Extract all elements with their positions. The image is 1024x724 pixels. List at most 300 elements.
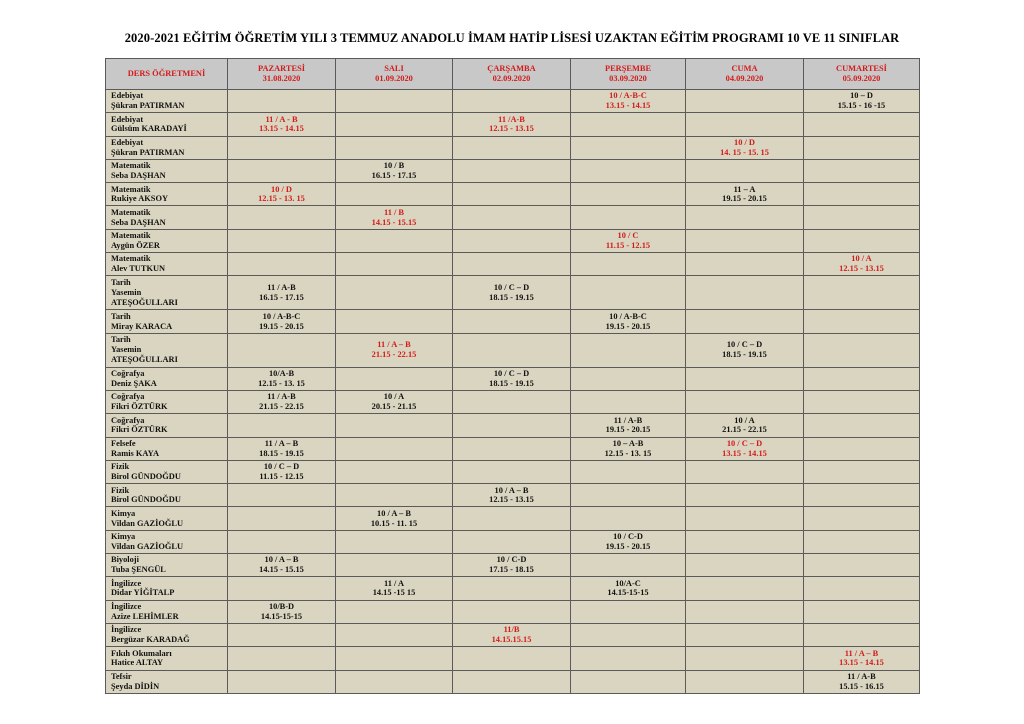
time-slot: 19.15 - 20.15	[605, 321, 651, 331]
schedule-cell	[453, 310, 571, 333]
teacher-name: Birol GÜNDOĞDU	[111, 495, 181, 505]
schedule-cell	[804, 183, 920, 206]
table-row	[106, 113, 920, 136]
schedule-cell	[336, 484, 453, 507]
schedule-cell	[336, 554, 453, 577]
course-name: Edebiyat	[111, 114, 144, 124]
schedule-cell	[686, 554, 804, 577]
teacher-cell	[106, 136, 228, 159]
day-date: 01.09.2020	[375, 74, 413, 83]
schedule-cell	[804, 530, 920, 553]
schedule-cell	[571, 136, 686, 159]
teacher-cell	[106, 577, 228, 600]
teacher-name: Alev TUTKUN	[111, 264, 166, 274]
schedule-cell	[336, 670, 453, 693]
class-group: 11 /A-B	[498, 114, 525, 124]
schedule-cell	[336, 253, 453, 276]
schedule-cell	[228, 600, 336, 623]
course-name: Tarih	[111, 311, 131, 321]
table-row	[106, 554, 920, 577]
schedule-cell	[336, 647, 453, 670]
schedule-cell	[571, 367, 686, 390]
teacher-cell	[106, 460, 228, 483]
table-row	[106, 437, 920, 460]
course-name: Kimya	[111, 532, 136, 542]
table-row	[106, 159, 920, 182]
time-slot: 18.15 - 19.15	[259, 448, 304, 458]
time-slot: 19.15 - 20.15	[722, 194, 767, 204]
time-slot: 13.15 - 14.15	[722, 448, 767, 458]
schedule-cell	[804, 647, 920, 670]
schedule-cell	[686, 414, 804, 437]
schedule-cell	[571, 647, 686, 670]
teacher-name: Vildan GAZİOĞLU	[111, 541, 184, 551]
time-slot: 14.15 -15 15	[372, 588, 416, 598]
table-row	[106, 414, 920, 437]
time-slot: 14.15-15-15	[607, 588, 649, 598]
schedule-cell	[804, 90, 920, 113]
course-name: Coğrafya	[111, 392, 145, 402]
teacher-name: Gülsüm KARADAYİ	[111, 124, 187, 134]
teacher-name: Azize LEHİMLER	[111, 611, 179, 621]
day-date: 03.09.2020	[609, 74, 647, 83]
schedule-cell	[453, 90, 571, 113]
schedule-cell	[228, 507, 336, 530]
schedule-cell	[571, 310, 686, 333]
schedule-cell	[336, 183, 453, 206]
schedule-cell	[453, 554, 571, 577]
course-name: Tarih	[111, 278, 131, 288]
schedule-cell	[453, 670, 571, 693]
header-day	[336, 59, 453, 90]
schedule-cell	[571, 530, 686, 553]
schedule-cell	[336, 623, 453, 646]
time-slot: 14.15 - 15.15	[259, 565, 304, 575]
schedule-cell	[571, 206, 686, 229]
schedule-cell	[228, 530, 336, 553]
schedule-cell	[228, 136, 336, 159]
table-row	[106, 577, 920, 600]
time-slot: 14. 15 - 15. 15	[720, 147, 769, 157]
teacher-name: Ramis KAYA	[111, 448, 160, 458]
time-slot: 19.15 - 20.15	[605, 541, 651, 551]
schedule-cell	[571, 390, 686, 413]
class-group: 10 – A-B	[612, 438, 644, 448]
schedule-cell	[804, 310, 920, 333]
time-slot: 12.15 - 13.15	[839, 264, 884, 274]
schedule-cell	[228, 623, 336, 646]
class-group: 11 / B	[383, 207, 404, 217]
time-slot: 18.15 - 19.15	[722, 350, 767, 360]
time-slot: 13.15 - 14.15	[839, 658, 884, 668]
schedule-cell	[336, 113, 453, 136]
teacher-name: Vildan GAZİOĞLU	[111, 518, 184, 528]
time-slot: 13.15 - 14.15	[605, 101, 651, 111]
header-day	[686, 59, 804, 90]
schedule-cell	[571, 437, 686, 460]
schedule-cell	[453, 333, 571, 367]
table-row	[106, 530, 920, 553]
schedule-cell	[336, 460, 453, 483]
schedule-cell	[571, 229, 686, 252]
schedule-cell	[228, 253, 336, 276]
schedule-cell	[686, 276, 804, 310]
teacher-cell	[106, 183, 228, 206]
schedule-cell	[571, 159, 686, 182]
schedule-cell	[453, 484, 571, 507]
schedule-cell	[453, 183, 571, 206]
class-group: 10 / C	[617, 231, 639, 241]
class-group: 11 / A – B	[377, 340, 411, 350]
schedule-cell	[228, 414, 336, 437]
schedule-cell	[453, 600, 571, 623]
class-group: 10 / A-B-C	[609, 91, 647, 101]
time-slot: 14.15-15-15	[260, 611, 303, 621]
teacher-cell	[106, 229, 228, 252]
schedule-cell	[804, 206, 920, 229]
schedule-cell	[228, 183, 336, 206]
table-row	[106, 600, 920, 623]
schedule-cell	[571, 623, 686, 646]
schedule-cell	[336, 136, 453, 159]
course-name: Kimya	[111, 508, 136, 518]
schedule-cell	[453, 229, 571, 252]
teacher-name: Birol GÜNDOĞDU	[111, 472, 181, 481]
class-group: 10 / A-B-C	[262, 311, 301, 321]
time-slot: 19.15 - 20.15	[259, 321, 304, 331]
teacher-cell	[106, 310, 228, 333]
schedule-cell	[686, 113, 804, 136]
time-slot: 16.15 - 17.15	[259, 292, 304, 302]
day-name: PAZARTESİ	[257, 64, 306, 74]
teacher-cell	[106, 600, 228, 623]
schedule-cell	[228, 670, 336, 693]
schedule-cell	[228, 554, 336, 577]
schedule-cell	[804, 554, 920, 577]
time-slot: 17.15 - 18.15	[489, 565, 534, 575]
teacher-cell	[106, 414, 228, 437]
table-row	[106, 367, 920, 390]
header-day	[571, 59, 686, 90]
table-row	[106, 229, 920, 252]
course-name: Coğrafya	[111, 415, 145, 425]
schedule-cell	[686, 229, 804, 252]
schedule-cell	[453, 113, 571, 136]
class-group: 10 / A	[851, 254, 872, 264]
class-group: 10 / A-B-C	[609, 311, 647, 321]
course-name: Fıkıh Okumaları	[111, 648, 172, 658]
schedule-cell	[571, 113, 686, 136]
schedule-cell	[804, 229, 920, 252]
schedule-cell	[228, 229, 336, 252]
teacher-name: Deniz ŞAKA	[111, 378, 157, 388]
class-group: 10/A-C	[615, 578, 641, 588]
table-row	[106, 390, 920, 413]
header-teacher: DERS ÖĞRETMENİ	[106, 59, 228, 90]
teacher-cell	[106, 623, 228, 646]
schedule-cell	[686, 159, 804, 182]
time-slot: 10.15 - 11. 15	[370, 518, 418, 528]
schedule-cell	[804, 623, 920, 646]
schedule-cell	[453, 136, 571, 159]
table-row	[106, 333, 920, 367]
course-name: Fizik	[111, 485, 130, 495]
class-group: 11 / A – B	[844, 648, 879, 658]
day-name: CUMARTESİ	[836, 64, 887, 74]
class-group: 10 / C – D	[493, 369, 530, 379]
teacher-name: Yasemin	[111, 345, 142, 355]
teacher-cell	[106, 554, 228, 577]
schedule-cell	[686, 253, 804, 276]
schedule-cell	[453, 390, 571, 413]
teacher-cell	[106, 530, 228, 553]
schedule-cell	[453, 647, 571, 670]
table-row	[106, 253, 920, 276]
table-row	[106, 484, 920, 507]
time-slot: 15.15 - 16 -15	[837, 101, 886, 111]
teacher-name: Şükran PATIRMAN	[111, 101, 185, 111]
teacher-name: Didar YİĞİTALP	[111, 588, 175, 598]
course-name: Matematik	[111, 184, 151, 194]
table-row	[106, 206, 920, 229]
schedule-cell	[686, 600, 804, 623]
schedule-cell	[686, 333, 804, 367]
schedule-cell	[804, 333, 920, 367]
day-name: PERŞEMBE	[604, 64, 652, 74]
course-name: Tarih	[111, 335, 131, 345]
schedule-cell	[686, 367, 804, 390]
schedule-cell	[804, 276, 920, 310]
schedule-cell	[571, 507, 686, 530]
class-group: 10 / C – D	[263, 462, 300, 472]
day-name: SALI	[384, 64, 404, 74]
time-slot: 12.15 - 13.15	[489, 495, 534, 505]
time-slot: 12.15 - 13. 15	[258, 378, 305, 388]
schedule-cell	[228, 577, 336, 600]
schedule-cell	[686, 484, 804, 507]
teacher-cell	[106, 437, 228, 460]
schedule-cell	[686, 206, 804, 229]
time-slot: 13.15 - 14.15	[259, 124, 304, 134]
teacher-cell	[106, 276, 228, 310]
class-group: 10 – D	[850, 91, 873, 101]
day-date: 31.08.2020	[262, 74, 301, 83]
schedule-cell	[686, 183, 804, 206]
teacher-name: Fikri ÖZTÜRK	[111, 425, 168, 435]
schedule-cell	[228, 159, 336, 182]
table-row	[106, 136, 920, 159]
class-group: 11/B	[503, 625, 520, 635]
table-row	[106, 670, 920, 693]
schedule-body	[106, 90, 920, 694]
class-group: 10 / C-D	[496, 555, 527, 565]
schedule-cell	[228, 390, 336, 413]
schedule-cell	[571, 577, 686, 600]
table-row	[106, 507, 920, 530]
class-group: 10/A-B	[268, 369, 295, 379]
teacher-cell	[106, 647, 228, 670]
class-group: 10 / A	[734, 415, 755, 425]
schedule-cell	[571, 600, 686, 623]
schedule-cell	[686, 577, 804, 600]
schedule-cell	[571, 253, 686, 276]
teacher-name: Bergüzar KARADAĞ	[111, 635, 190, 645]
time-slot: 18.15 - 19.15	[489, 378, 534, 388]
time-slot: 14.15 - 15.15	[371, 217, 417, 227]
page-title: 2020-2021 EĞİTİM ÖĞRETİM YILI 3 TEMMUZ ANADOLU İMAM HATİP LİSESİ UZAKTAN EĞİTİM PROGRAMI 10 VE 11 SINIFLAR	[124, 31, 900, 45]
table-row	[106, 90, 920, 113]
time-slot: 21.15 - 22.15	[259, 402, 304, 412]
day-date: 04.09.2020	[725, 74, 764, 83]
course-name: Biyoloji	[111, 555, 139, 565]
schedule-cell	[228, 333, 336, 367]
course-name: Edebiyat	[111, 91, 144, 101]
teacher-cell	[106, 253, 228, 276]
schedule-cell	[453, 253, 571, 276]
schedule-cell	[228, 460, 336, 483]
schedule-cell	[453, 206, 571, 229]
class-group: 11 / A - B	[265, 114, 298, 124]
schedule-cell	[804, 460, 920, 483]
class-group: 11 – A	[733, 184, 756, 194]
course-name: İngilizce	[111, 601, 142, 611]
schedule-cell	[336, 577, 453, 600]
teacher-name: Seba DAŞHAN	[111, 171, 166, 181]
table-row	[106, 183, 920, 206]
header-day	[453, 59, 571, 90]
teacher-name: Tuba ŞENGÜL	[111, 565, 166, 575]
schedule-cell	[453, 507, 571, 530]
time-slot: 18.15 - 19.15	[489, 292, 534, 302]
class-group: 10 / D	[271, 184, 292, 194]
schedule-cell	[453, 437, 571, 460]
schedule-cell	[571, 414, 686, 437]
teacher-name: Hatice ALTAY	[111, 658, 164, 668]
schedule-cell	[804, 600, 920, 623]
class-group: 10 / A	[383, 392, 405, 402]
class-group: 11 / A-B	[267, 392, 296, 402]
schedule-cell	[804, 414, 920, 437]
schedule-cell	[453, 460, 571, 483]
schedule-cell	[804, 507, 920, 530]
teacher-name: Aygün ÖZER	[111, 240, 160, 250]
schedule-cell	[336, 367, 453, 390]
course-name: Tefsir	[111, 671, 132, 681]
schedule-cell	[686, 623, 804, 646]
schedule-cell	[804, 484, 920, 507]
schedule-cell	[228, 276, 336, 310]
teacher-name: Şeyda DİDİN	[111, 681, 160, 691]
header-day	[804, 59, 920, 90]
schedule-cell	[804, 253, 920, 276]
teacher-cell	[106, 113, 228, 136]
day-date: 05.09.2020	[842, 74, 881, 83]
teacher-cell	[106, 333, 228, 367]
schedule-cell	[686, 310, 804, 333]
schedule-cell	[228, 206, 336, 229]
course-name: Coğrafya	[111, 369, 145, 379]
schedule-cell	[571, 183, 686, 206]
schedule-cell	[571, 484, 686, 507]
time-slot: 19.15 - 20.15	[605, 425, 651, 435]
schedule-cell	[571, 90, 686, 113]
schedule-cell	[686, 460, 804, 483]
schedule-cell	[336, 310, 453, 333]
class-group: 11 / A – B	[264, 438, 299, 448]
teacher-name: Şükran PATIRMAN	[111, 147, 185, 157]
schedule-cell	[453, 414, 571, 437]
schedule-cell	[336, 530, 453, 553]
day-date: 02.09.2020	[492, 74, 531, 83]
teacher-name: Seba DAŞHAN	[111, 217, 166, 227]
course-name: Matematik	[111, 207, 151, 217]
schedule-cell	[453, 159, 571, 182]
class-group: 11 / A-B	[613, 415, 643, 425]
schedule-cell	[804, 159, 920, 182]
teacher-name: Rukiye AKSOY	[111, 194, 169, 204]
schedule-cell	[686, 670, 804, 693]
teacher-cell	[106, 484, 228, 507]
teacher-name: ATEŞOĞULLARI	[111, 297, 178, 307]
schedule-cell	[336, 390, 453, 413]
schedule-cell	[228, 647, 336, 670]
schedule-table	[105, 58, 920, 694]
course-name: Fizik	[111, 462, 130, 472]
teacher-cell	[106, 159, 228, 182]
schedule-cell	[336, 206, 453, 229]
header-row	[106, 59, 920, 90]
time-slot: 12.15 - 13. 15	[258, 194, 305, 204]
table-row	[106, 310, 920, 333]
class-group: 10 / C-D	[613, 532, 643, 542]
course-name: Matematik	[111, 161, 151, 171]
schedule-cell	[336, 600, 453, 623]
class-group: 11 / A	[383, 578, 404, 588]
schedule-cell	[804, 367, 920, 390]
table-row	[106, 460, 920, 483]
time-slot: 21.15 - 22.15	[371, 350, 417, 360]
course-name: Matematik	[111, 254, 151, 264]
table-row	[106, 276, 920, 310]
schedule-cell	[453, 577, 571, 600]
schedule-cell	[336, 437, 453, 460]
teacher-cell	[106, 206, 228, 229]
class-group: 10 / A – B	[377, 508, 411, 518]
schedule-cell	[804, 437, 920, 460]
schedule-cell	[453, 530, 571, 553]
class-group: 10 / D	[734, 137, 755, 147]
time-slot: 15.15 - 16.15	[839, 681, 884, 691]
schedule-cell	[453, 276, 571, 310]
teacher-name: Fikri ÖZTÜRK	[111, 402, 168, 412]
day-name: ÇARŞAMBA	[487, 64, 536, 74]
schedule-cell	[571, 460, 686, 483]
class-group: 10 / A – B	[264, 555, 299, 565]
teacher-cell	[106, 90, 228, 113]
schedule-cell	[686, 90, 804, 113]
time-slot: 21.15 - 22.15	[722, 425, 767, 435]
teacher-name: ATEŞOĞULLARI	[111, 355, 178, 365]
table-row	[106, 647, 920, 670]
schedule-cell	[228, 484, 336, 507]
time-slot: 11.15 - 12.15	[605, 240, 651, 250]
schedule-cell	[804, 136, 920, 159]
class-group: 10 / C – D	[726, 438, 763, 448]
schedule-cell	[686, 437, 804, 460]
teacher-name: Yasemin	[111, 287, 142, 297]
schedule-cell	[228, 437, 336, 460]
schedule-cell	[228, 90, 336, 113]
